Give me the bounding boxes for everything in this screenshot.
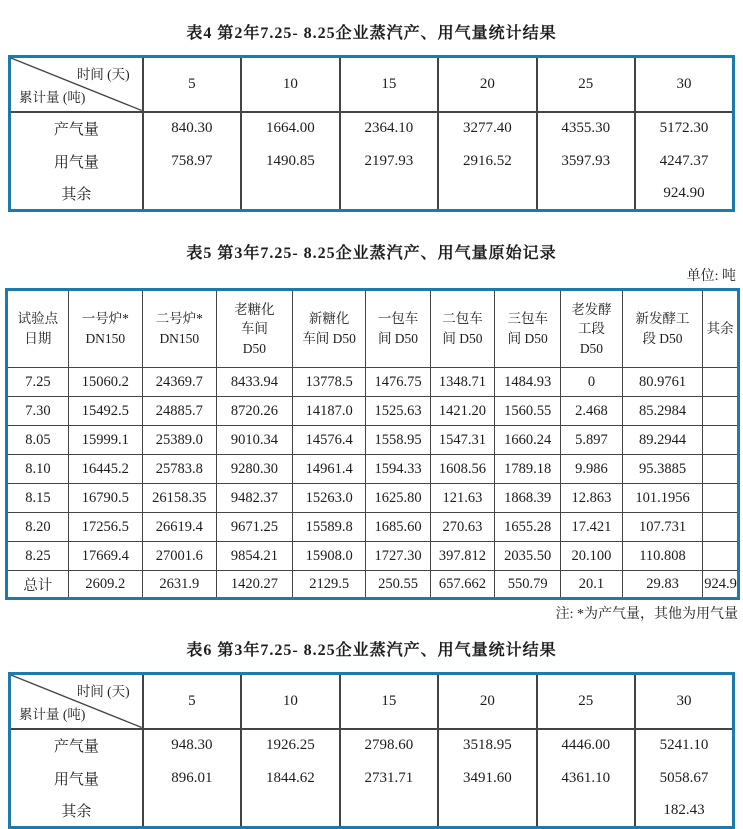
table6-day-header: 15 (340, 674, 438, 729)
table5-data-row (7, 542, 739, 571)
table4-value-cell (143, 178, 241, 211)
table6-value-cell: 1926.25 (241, 729, 339, 762)
table6-row-label: 其余 (61, 803, 92, 820)
table4-day-header: 25 (537, 57, 635, 112)
table5-value-cell: 1421.20 (430, 397, 494, 426)
table4-value-cell: 4355.30 (537, 112, 635, 145)
table5-value-cell: 1484.93 (495, 368, 561, 397)
table4-value-cell (438, 178, 536, 211)
table5-value-cell (703, 455, 739, 484)
table6-value-cell: 3518.95 (438, 729, 536, 762)
table5-total-value: 2129.5 (293, 571, 366, 599)
table6-value-cell: 896.01 (143, 762, 241, 795)
table5-value-cell: 397.812 (430, 542, 494, 571)
table5-value-cell: 16445.2 (68, 455, 142, 484)
table5-value-cell: 270.63 (430, 513, 494, 542)
table6-data-row (10, 762, 734, 795)
table6-value-cell: 1844.62 (241, 762, 339, 795)
table6-value-cell (241, 795, 339, 828)
table4-value-cell: 1664.00 (241, 112, 339, 145)
table5-date-cell: 8.15 (7, 484, 69, 513)
table4-value-cell: 3277.40 (438, 112, 536, 145)
table5-data-row (7, 368, 739, 397)
table5-value-cell (703, 484, 739, 513)
table5-column-header: 二号炉* DN150 (142, 290, 216, 368)
table5-value-cell: 15492.5 (68, 397, 142, 426)
table5-value-cell: 12.863 (561, 484, 623, 513)
table5-column-header: 试验点 日期 (7, 290, 69, 368)
table4-data-row (10, 145, 734, 178)
table4-day-header: 30 (635, 57, 733, 112)
table6-statistics-table (8, 672, 735, 829)
table6-value-cell: 182.43 (635, 795, 733, 828)
table5-value-cell: 26619.4 (142, 513, 216, 542)
table4-day-header: 5 (143, 57, 241, 112)
table5-value-cell: 9280.30 (216, 455, 292, 484)
table5-value-cell: 2035.50 (495, 542, 561, 571)
table4-value-cell: 1490.85 (241, 145, 339, 178)
table6-data-row (10, 795, 734, 828)
table4-row-label: 用气量 (53, 154, 99, 171)
table4-header-row (10, 57, 734, 112)
table5-total-value: 250.55 (366, 571, 430, 599)
table5-value-cell: 80.9761 (622, 368, 703, 397)
table6-value-cell (143, 795, 241, 828)
table5-value-cell: 1727.30 (366, 542, 430, 571)
table6-value-cell: 5058.67 (635, 762, 733, 795)
table5-total-value: 924.9 (703, 571, 739, 599)
table6-day-header: 25 (537, 674, 635, 729)
table5-column-header: 一号炉* DN150 (68, 290, 142, 368)
table5-total-value: 2631.9 (142, 571, 216, 599)
table4-value-cell: 924.90 (635, 178, 733, 211)
table5-value-cell: 25783.8 (142, 455, 216, 484)
table5-column-header: 新糖化 车间 D50 (293, 290, 366, 368)
table4-value-cell: 840.30 (143, 112, 241, 145)
table5-value-cell: 2.468 (561, 397, 623, 426)
table5-data-row (7, 513, 739, 542)
table5-value-cell: 26158.35 (142, 484, 216, 513)
table6-value-cell: 5241.10 (635, 729, 733, 762)
table5-date-cell: 7.30 (7, 397, 69, 426)
table5-value-cell: 27001.6 (142, 542, 216, 571)
table5-value-cell: 9482.37 (216, 484, 292, 513)
table5-date-cell: 8.25 (7, 542, 69, 571)
table5-value-cell: 13778.5 (293, 368, 366, 397)
table6-data-row (10, 729, 734, 762)
table5-value-cell (703, 397, 739, 426)
table4-value-cell: 3597.93 (537, 145, 635, 178)
table4-day-header: 15 (340, 57, 438, 112)
table5-total-row (7, 571, 739, 599)
table5-value-cell: 0 (561, 368, 623, 397)
table6-value-cell (438, 795, 536, 828)
table5-value-cell: 24885.7 (142, 397, 216, 426)
table5-total-value: 2609.2 (68, 571, 142, 599)
table5-record-table (5, 288, 740, 600)
table4-value-cell: 5172.30 (635, 112, 733, 145)
table5-value-cell: 8720.26 (216, 397, 292, 426)
table6-header-row (10, 674, 734, 729)
table5-value-cell: 25389.0 (142, 426, 216, 455)
table5-value-cell (703, 513, 739, 542)
table5-value-cell: 15908.0 (293, 542, 366, 571)
table4-value-cell: 758.97 (143, 145, 241, 178)
table5-value-cell: 89.2944 (622, 426, 703, 455)
table5-total-label: 总计 (7, 571, 69, 599)
table5-date-cell: 8.10 (7, 455, 69, 484)
cumulative-tons-label: 累计量 (吨) (19, 706, 86, 722)
table6-row-label: 用气量 (53, 771, 99, 788)
table5-value-cell: 1348.71 (430, 368, 494, 397)
table4-value-cell (340, 178, 438, 211)
table6-value-cell: 3491.60 (438, 762, 536, 795)
table5-column-header: 三包车 间 D50 (495, 290, 561, 368)
table5-column-header: 老糖化 车间 D50 (216, 290, 292, 368)
table6-day-header: 10 (241, 674, 339, 729)
table4-value-cell: 2197.93 (340, 145, 438, 178)
table5-value-cell (703, 426, 739, 455)
time-days-label: 时间 (天) (76, 684, 130, 699)
table5-data-row (7, 397, 739, 426)
table6-value-cell: 2798.60 (340, 729, 438, 762)
table5-total-value: 657.662 (430, 571, 494, 599)
table6-value-cell: 2731.71 (340, 762, 438, 795)
table5-data-row (7, 484, 739, 513)
table5-column-header: 二包车 间 D50 (430, 290, 494, 368)
table5-value-cell (703, 542, 739, 571)
table5-value-cell: 20.100 (561, 542, 623, 571)
table6-body (10, 729, 734, 828)
table4-value-cell: 4247.37 (635, 145, 733, 178)
table5-value-cell: 15589.8 (293, 513, 366, 542)
table4-day-header: 10 (241, 57, 339, 112)
table4-title: 表4 第2年7.25- 8.25企业蒸汽产、用气量统计结果 (186, 25, 557, 42)
table5-body (7, 368, 739, 599)
table5-value-cell: 101.1956 (622, 484, 703, 513)
table5-value-cell: 15060.2 (68, 368, 142, 397)
table5-column-header: 新发酵工 段 D50 (622, 290, 703, 368)
table4-value-cell (537, 178, 635, 211)
unit-label: 单位: 吨 (686, 269, 736, 284)
table4-day-header: 20 (438, 57, 536, 112)
table5-value-cell: 1660.24 (495, 426, 561, 455)
table6-day-header: 30 (635, 674, 733, 729)
table6-value-cell: 4446.00 (537, 729, 635, 762)
table5-value-cell: 1608.56 (430, 455, 494, 484)
table5-value-cell: 17256.5 (68, 513, 142, 542)
table4-row-label: 产气量 (53, 122, 99, 138)
table5-value-cell: 1558.95 (366, 426, 430, 455)
table4-statistics-table (8, 55, 735, 212)
table5-total-value: 20.1 (561, 571, 623, 599)
table5-value-cell: 1868.39 (495, 484, 561, 513)
table5-data-row (7, 426, 739, 455)
table5-value-cell: 9010.34 (216, 426, 292, 455)
table5-value-cell: 107.731 (622, 513, 703, 542)
table5-value-cell: 5.897 (561, 426, 623, 455)
table5-value-cell: 1685.60 (366, 513, 430, 542)
table5-value-cell: 15999.1 (68, 426, 142, 455)
table5-value-cell: 95.3885 (622, 455, 703, 484)
table5-value-cell: 14187.0 (293, 397, 366, 426)
table5-value-cell: 15263.0 (293, 484, 366, 513)
table5-value-cell: 9671.25 (216, 513, 292, 542)
table5-date-cell: 8.05 (7, 426, 69, 455)
table5-value-cell: 110.808 (622, 542, 703, 571)
time-days-label: 时间 (天) (76, 67, 130, 82)
table5-value-cell: 9854.21 (216, 542, 292, 571)
table5-value-cell: 16790.5 (68, 484, 142, 513)
table4-value-cell: 2916.52 (438, 145, 536, 178)
table4-value-cell (241, 178, 339, 211)
cumulative-tons-label: 累计量 (吨) (19, 89, 86, 105)
table5-header-row (7, 290, 739, 368)
table5-title: 表5 第3年7.25- 8.25企业蒸汽产、用气量原始记录 (186, 245, 557, 262)
table5-value-cell: 1655.28 (495, 513, 561, 542)
table5-value-cell: 17669.4 (68, 542, 142, 571)
table5-total-value: 550.79 (495, 571, 561, 599)
table5-total-value: 29.83 (622, 571, 703, 599)
table5-footnote: 注: *为产气量，其他为用气量 (555, 607, 738, 622)
table6-value-cell (340, 795, 438, 828)
table4-data-row (10, 178, 734, 211)
table5-value-cell: 1560.55 (495, 397, 561, 426)
table6-value-cell: 4361.10 (537, 762, 635, 795)
table5-value-cell: 1789.18 (495, 455, 561, 484)
table5-data-row (7, 455, 739, 484)
table6-day-header: 5 (143, 674, 241, 729)
table4-value-cell: 2364.10 (340, 112, 438, 145)
table5-value-cell: 1594.33 (366, 455, 430, 484)
table5-value-cell: 8433.94 (216, 368, 292, 397)
table5-value-cell: 24369.7 (142, 368, 216, 397)
table5-date-cell: 8.20 (7, 513, 69, 542)
table5-value-cell: 121.63 (430, 484, 494, 513)
table5-value-cell: 17.421 (561, 513, 623, 542)
table6-row-label: 产气量 (53, 739, 99, 755)
table5-value-cell: 1525.63 (366, 397, 430, 426)
table4-body (10, 112, 734, 211)
table5-value-cell (703, 368, 739, 397)
table4-corner-cell (10, 57, 143, 112)
table5-value-cell: 85.2984 (622, 397, 703, 426)
table5-value-cell: 14961.4 (293, 455, 366, 484)
table5-column-header: 其余 (703, 290, 739, 368)
table6-value-cell: 948.30 (143, 729, 241, 762)
table6-day-header: 20 (438, 674, 536, 729)
table5-column-header: 老发酵 工段 D50 (561, 290, 623, 368)
table5-value-cell: 1625.80 (366, 484, 430, 513)
table6-corner-cell (10, 674, 143, 729)
table5-value-cell: 1476.75 (366, 368, 430, 397)
table6-title: 表6 第3年7.25- 8.25企业蒸汽产、用气量统计结果 (186, 642, 557, 659)
table4-row-label: 其余 (61, 186, 92, 203)
table5-value-cell: 14576.4 (293, 426, 366, 455)
table5-value-cell: 1547.31 (430, 426, 494, 455)
table5-date-cell: 7.25 (7, 368, 69, 397)
table5-total-value: 1420.27 (216, 571, 292, 599)
table5-column-header: 一包车 间 D50 (366, 290, 430, 368)
table6-value-cell (537, 795, 635, 828)
table5-value-cell: 9.986 (561, 455, 623, 484)
table4-data-row (10, 112, 734, 145)
